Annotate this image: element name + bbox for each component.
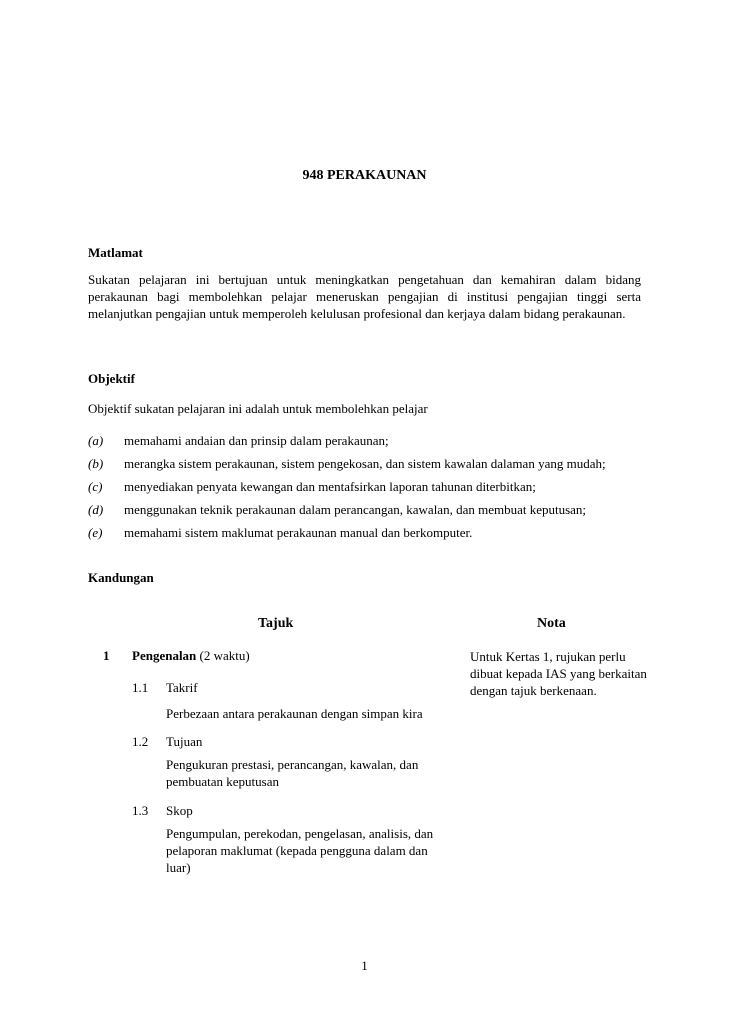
subsection-title: Skop [166, 803, 193, 818]
subsection-number: 1.2 [132, 734, 149, 749]
objektif-item-text: memahami andaian dan prinsip dalam perakaunan; [124, 433, 389, 448]
subsection-number: 1.3 [132, 803, 149, 818]
objektif-item-label: (a) [88, 433, 104, 448]
objektif-item-text: menyediakan penyata kewangan dan mentafsirkan laporan tahunan diterbitkan; [124, 479, 536, 494]
section-note: Untuk Kertas 1, rujukan perlu dibuat kepada IAS yang berkaitan dengan tajuk berkenaan. [470, 649, 647, 698]
subsection-desc: Perbezaan antara perakaunan dengan simpan kira [166, 706, 423, 721]
subsection-number: 1.1 [132, 680, 149, 695]
page-number: 1 [361, 958, 368, 973]
section-number: 1 [103, 648, 110, 663]
objektif-item [88, 479, 648, 495]
objektif-item-text: memahami sistem maklumat perakaunan manual dan berkomputer. [124, 525, 473, 540]
subsection-title: Takrif [166, 680, 198, 695]
objektif-item-label: (e) [88, 525, 103, 540]
objektif-item-label: (b) [88, 456, 104, 471]
objektif-item [88, 456, 648, 472]
objektif-heading: Objektif [88, 371, 135, 386]
matlamat-text: Sukatan pelajaran ini bertujuan untuk meningkatkan pengetahuan dan kemahiran dalam bidang perakaunan bagi membolehkan pelajar meneruskan pengajian di institusi pengajian tinggi serta melanjutkan pengajian untuk memperoleh kelulusan profesional dan kerjaya dalam bidang perakaunan. [88, 272, 641, 321]
matlamat-heading: Matlamat [88, 245, 143, 260]
section-title [132, 648, 250, 664]
objektif-item-text: merangka sistem perakaunan, sistem pengekosan, dan sistem kawalan dalaman yang mudah; [124, 456, 606, 471]
kandungan-heading: Kandungan [88, 570, 154, 585]
objektif-item-label: (d) [88, 502, 104, 517]
page-title: 948 PERAKAUNAN [302, 168, 427, 183]
subsection-desc: Pengukuran prestasi, perancangan, kawalan, dan pembuatan keputusan [166, 757, 419, 789]
subsection-title: Tujuan [166, 734, 203, 749]
objektif-item-text: menggunakan teknik perakaunan dalam perancangan, kawalan, dan membuat keputusan; [124, 502, 587, 517]
column-header-nota: Nota [537, 616, 566, 631]
section-title-text: Pengenalan [132, 648, 197, 663]
section-duration: (2 waktu) [199, 648, 250, 663]
subsection-desc: Pengumpulan, perekodan, pengelasan, analisis, dan pelaporan maklumat (kepada pengguna dalam dan luar) [166, 826, 434, 875]
objektif-intro: Objektif sukatan pelajaran ini adalah untuk membolehkan pelajar [88, 401, 428, 416]
column-header-tajuk: Tajuk [258, 616, 294, 631]
objektif-item-label: (c) [88, 479, 103, 494]
objektif-item [88, 502, 648, 518]
objektif-item [88, 433, 648, 449]
objektif-item [88, 525, 648, 541]
